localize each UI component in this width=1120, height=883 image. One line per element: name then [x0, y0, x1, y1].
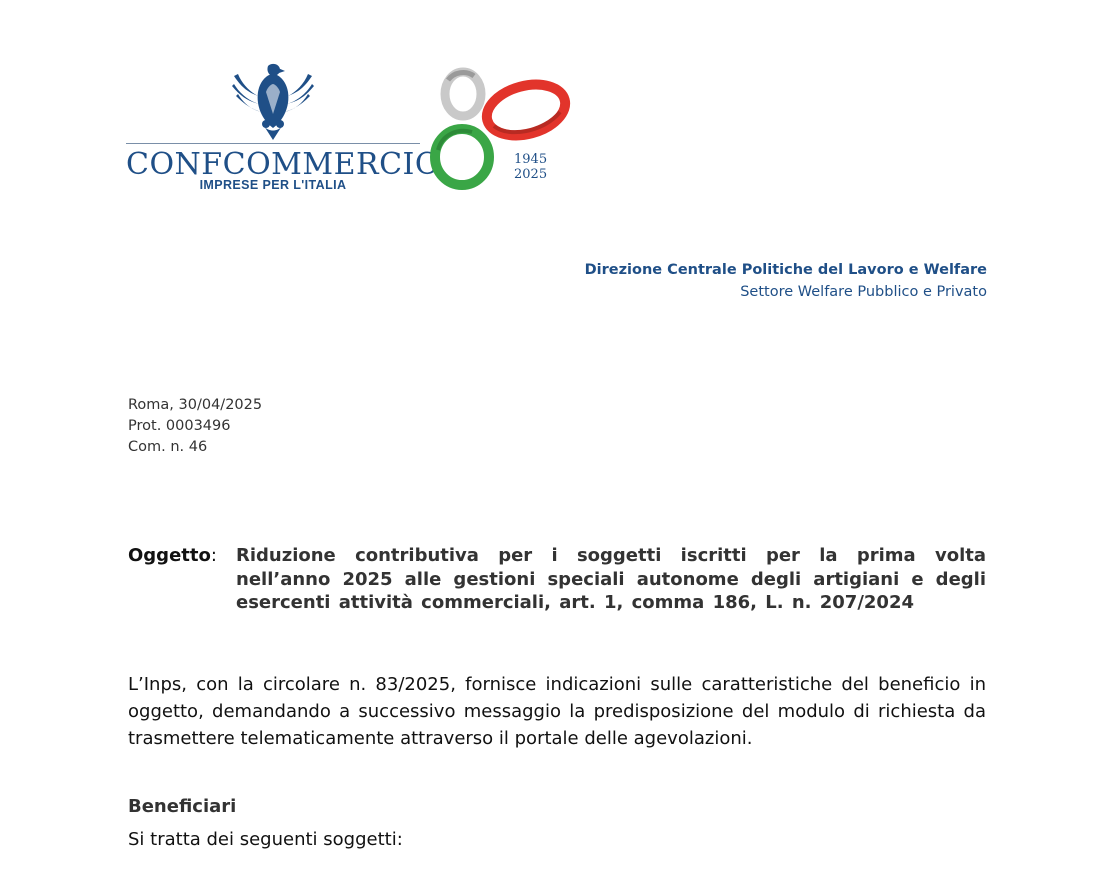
logo-wordmark: CONFCOMMERCIO: [126, 147, 440, 182]
department-heading: Direzione Centrale Politiche del Lavoro e Welfare: [584, 262, 987, 278]
logo-year-start: 1945: [514, 152, 548, 167]
sector-subheading: Settore Welfare Pubblico e Privato: [740, 284, 987, 300]
subject-colon: :: [210, 545, 217, 566]
subject-block: [128, 544, 986, 613]
subject-label: Oggetto: [128, 545, 211, 566]
document-date: Roma, 30/04/2025: [128, 397, 263, 413]
communication-number: Com. n. 46: [128, 439, 208, 455]
eagle-emblem-icon: [228, 62, 318, 142]
anniversary-80-icon: [428, 62, 573, 196]
protocol-number: Prot. 0003496: [128, 418, 231, 434]
subject-text: Riduzione contributiva per i soggetti iscritti per la prima volta nell’anno 2025 alle gestioni speciali autonome degli artigiani e degli esercenti attività commerciali, art. 1, comma 186, L. n. 207/2024: [236, 545, 986, 613]
section-text: Si tratta dei seguenti soggetti:: [128, 829, 403, 850]
body-paragraph: L’Inps, con la circolare n. 83/2025, fornisce indicazioni sulle caratteristiche del beneficio in oggetto, demandando a successivo messaggio la predisposizione del modulo di richiesta da trasmettere telematicamente attraverso il portale delle agevolazioni.: [128, 674, 986, 749]
logo-year-end: 2025: [514, 167, 548, 182]
logo-tagline: IMPRESE PER L'ITALIA: [199, 178, 347, 192]
section-heading: Beneficiari: [128, 796, 237, 817]
